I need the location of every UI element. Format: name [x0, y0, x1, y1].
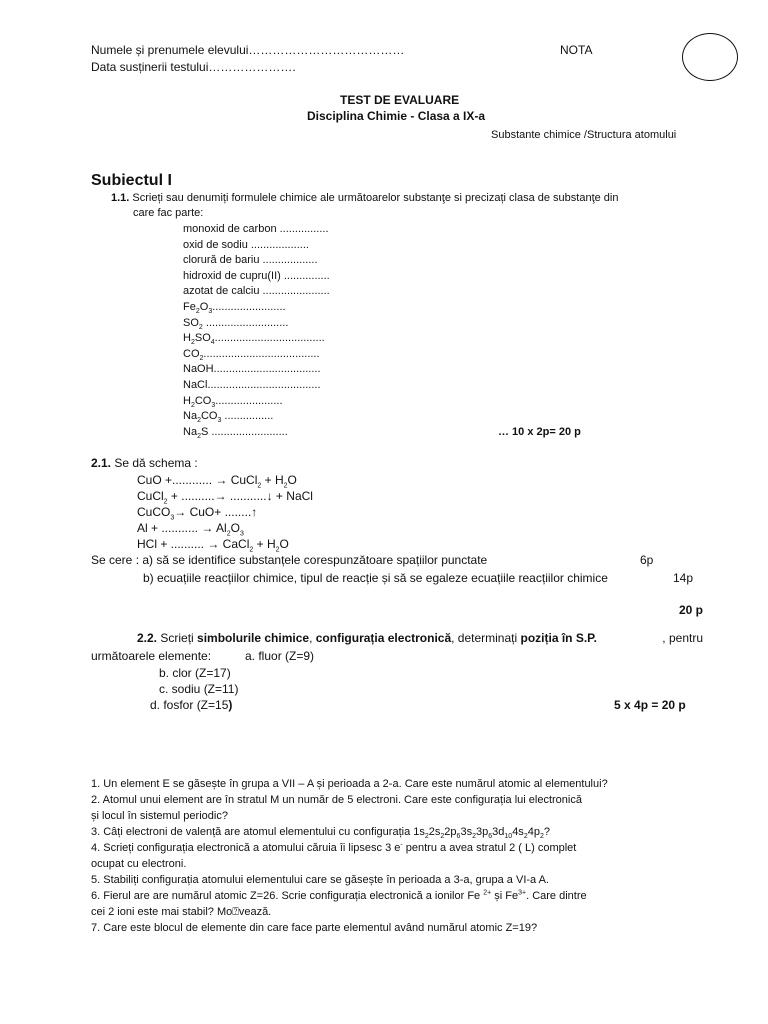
question-item: 2. Atomul unui element are în stratul M un număr de 5 electroni. Care este configurația lui electronică: [91, 794, 582, 806]
formula-item-naoh: NaOH...................................: [183, 363, 321, 375]
question-number: 2.1.: [91, 456, 112, 470]
element-item: a. fluor (Z=9): [245, 649, 315, 663]
question-2-2: 2.2. Scrieți simbolurile chimice, configurația electronică, determinați poziția în S.P. , pentru: [137, 631, 703, 645]
question-1-1-score: … 10 x 2p= 20 p: [498, 426, 581, 438]
question-number: 1.1.: [111, 192, 130, 204]
question-number: 2.2.: [137, 631, 158, 645]
formula-item-na2s: $Na_2S$ .........................: [183, 426, 288, 441]
requirement-b-points: 14p: [673, 571, 694, 585]
question-2-1-total: 20 p: [679, 603, 704, 617]
formula-item-nacl: NaCl.....................................: [183, 379, 321, 391]
reaction-scheme-line: HCl + .......... → CaCl$_2$ + $H_2O$: [137, 537, 289, 554]
question-item: 6. Fierul are are numărul atomic Z=26. Scrie configurația electronică a ionilor Fe $^{2+}$ și $Fe^{3+}$. Care dintre: [91, 889, 587, 902]
question-2-2-score: 5 x 4p = 20 p: [614, 698, 686, 712]
formula-item-h2so4: $H_2SO_4$....................................: [183, 332, 325, 347]
reaction-scheme-line: CuO +............ → CuCl$_2$ + $H_2O$: [137, 473, 297, 490]
substance-name-item: azotat de calciu ......................: [183, 285, 330, 297]
reaction-scheme-line: CuCO$_3$→ CuO+ ........↑: [137, 505, 258, 522]
formula-item-so2: $SO_2$ ...........................: [183, 317, 289, 332]
reaction-scheme-line: Al + ........... → $Al_2O_3$: [137, 521, 244, 538]
requirement-b: b) ecuațiile reacțiilor chimice, tipul de reacție și să se egaleze ecuațiile reacțiilor chimice: [143, 571, 608, 585]
grade-label: NOTA: [560, 43, 593, 57]
question-item: 4. Scrieți configurația electronică a atomului căruia îi lipsesc 3 e- pentru a avea stratul 2 ( L) complet: [91, 841, 577, 854]
grade-circle: [682, 33, 738, 81]
question-item-continued: ocupat cu electroni.: [91, 858, 187, 870]
formula-item-h2co3: $H_2CO_3$......................: [183, 395, 283, 410]
question-2-2-line2: următoarele elemente:: [91, 649, 212, 663]
substance-name-item: clorură de bariu ..................: [183, 254, 318, 266]
question-text: Se dă schema :: [111, 456, 198, 470]
discipline-title: Disciplina Chimie - Clasa a IX-a: [307, 109, 486, 123]
element-item: d. fosfor (Z=15): [150, 698, 233, 712]
question-item: 5. Stabiliți configurația atomului elementului care se găsește în perioada a 3-a, grupa a VI-a A.: [91, 874, 549, 886]
question-item: 1. Un element E se găsește în grupa a VII – A și perioada a 2-a. Care este numărul atomic al elementului?: [91, 778, 608, 790]
element-item: c. sodiu (Z=11): [159, 682, 239, 696]
requirement-a-points: 6p: [640, 553, 654, 567]
test-title: TEST DE EVALUARE: [340, 93, 460, 107]
requirement-a: Se cere : a) să se identifice substanțele corespunzătoare spațiilor punctate: [91, 553, 488, 567]
question-item-continued: cei 2 ioni este mai stabil? Mo⍰vează.: [91, 906, 272, 918]
formula-item-na2co3: $Na_2CO_3$ ................: [183, 410, 274, 425]
substance-name-item: oxid de sodiu ...................: [183, 239, 309, 251]
question-item: 3. Câți electroni de valență are atomul elementului cu configurația $1s_22s_22p_63s_23p_63d_{10}4s_24p_2$?: [91, 826, 550, 841]
formula-item-fe2o3: $Fe_2O_3$........................: [183, 301, 286, 316]
test-date-line: Data susținerii testului………………….: [91, 60, 296, 74]
substance-name-item: hidroxid de cupru(II) ...............: [183, 270, 330, 282]
question-2-1: [91, 456, 198, 471]
section-heading: Subiectul I: [91, 172, 172, 189]
question-item: 7. Care este blocul de elemente din care face parte elementul având numărul atomic Z=19?: [91, 922, 538, 934]
substance-name-item: monoxid de carbon ................: [183, 223, 329, 235]
question-text: Scrieți sau denumiți formulele chimice ale următoarelor substanţe si precizați clasa de substanţe din: [129, 192, 619, 204]
test-topic: Substante chimice /Structura atomului: [491, 129, 677, 141]
formula-item-co2: $CO_2$......................................: [183, 348, 320, 363]
question-text-continued: care fac parte:: [133, 207, 204, 219]
question-1-1: [111, 191, 618, 206]
question-item-continued: și locul în sistemul periodic?: [91, 810, 228, 822]
reaction-scheme-line: CuCl$_2$ + ..........→ ...........↓ + NaCl: [137, 489, 313, 506]
student-name-line: Numele și prenumele elevului…………………………………: [91, 43, 405, 57]
element-item: b. clor (Z=17): [159, 666, 231, 680]
